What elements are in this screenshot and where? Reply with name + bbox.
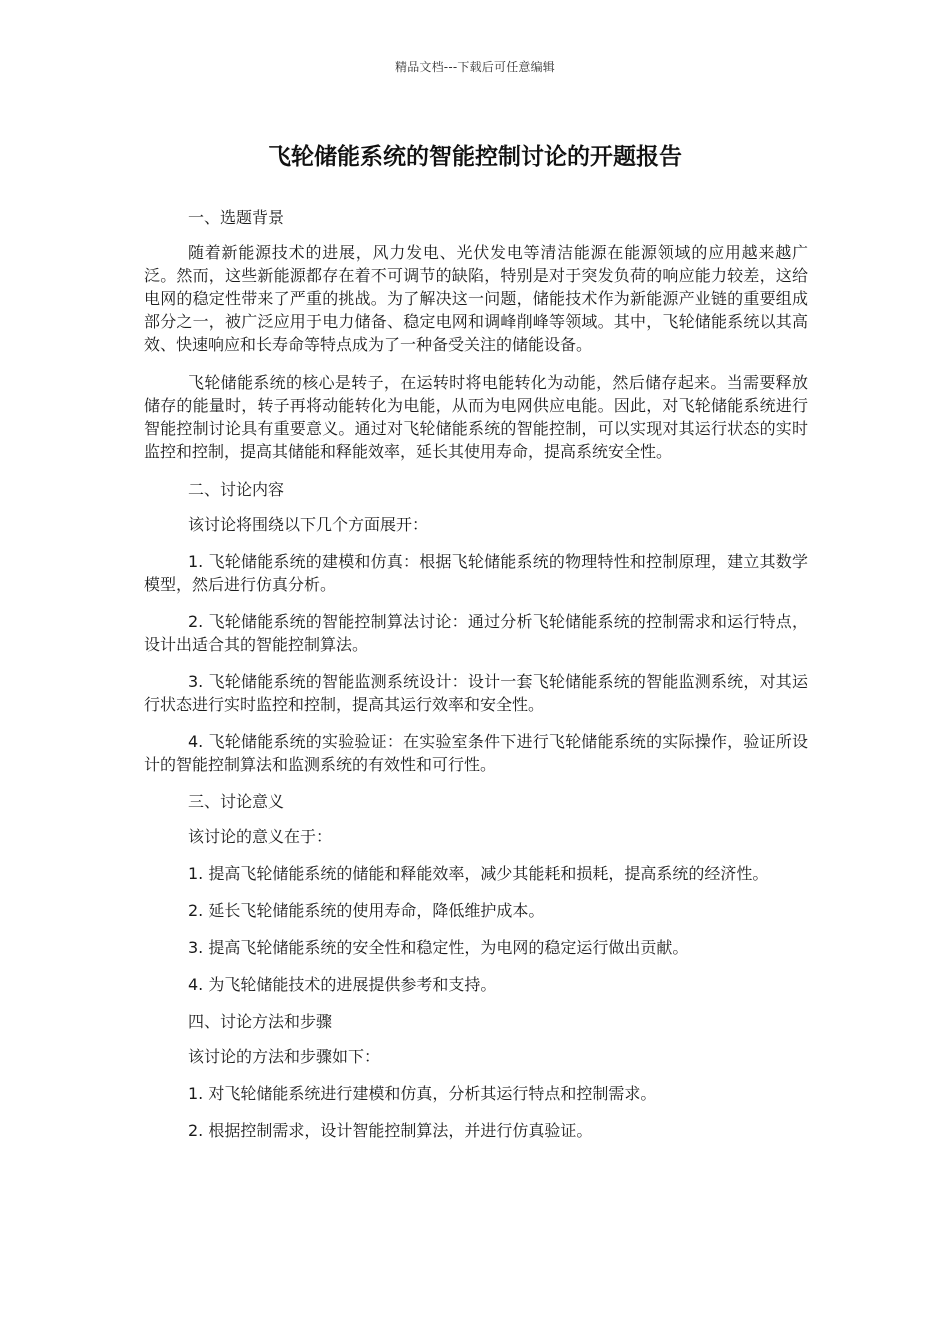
list-item: 2. 飞轮储能系统的智能控制算法讨论：通过分析飞轮储能系统的控制需求和运行特点，设计出适合其的智能控制算法。: [144, 612, 808, 654]
section-intro: 该讨论将围绕以下几个方面展开：: [188, 515, 429, 534]
section-heading-background: 一、选题背景: [188, 208, 285, 227]
list-item: 2. 根据控制需求，设计智能控制算法，并进行仿真验证。: [188, 1121, 593, 1140]
section-intro: 该讨论的方法和步骤如下：: [188, 1047, 381, 1066]
section-intro: 该讨论的意义在于：: [188, 827, 333, 846]
list-item: 1. 提高飞轮储能系统的储能和释能效率，减少其能耗和损耗，提高系统的经济性。: [188, 864, 769, 883]
list-item: 1. 对飞轮储能系统进行建模和仿真，分析其运行特点和控制需求。: [188, 1084, 657, 1103]
section-heading-content: 二、讨论内容: [188, 480, 285, 499]
header-note: 精品文档---下载后可任意编辑: [395, 60, 555, 74]
document-title: 飞轮储能系统的智能控制讨论的开题报告: [268, 144, 682, 170]
list-item: 3. 提高飞轮储能系统的安全性和稳定性，为电网的稳定运行做出贡献。: [188, 938, 689, 957]
list-item: 1. 飞轮储能系统的建模和仿真：根据飞轮储能系统的物理特性和控制原理，建立其数学模型，然后进行仿真分析。: [144, 552, 808, 594]
section-heading-methods: 四、讨论方法和步骤: [188, 1012, 333, 1031]
list-item: 2. 延长飞轮储能系统的使用寿命，降低维护成本。: [188, 901, 545, 920]
section-heading-significance: 三、讨论意义: [188, 792, 285, 811]
list-item: 4. 为飞轮储能技术的进展提供参考和支持。: [188, 975, 497, 994]
paragraph: 随着新能源技术的进展，风力发电、光伏发电等清洁能源在能源领域的应用越来越广泛。然而，这些新能源都存在着不可调节的缺陷，特别是对于突发负荷的响应能力较差，这给电网的稳定性带来了严重的挑战。为了解决这一问题，储能技术作为新能源产业链的重要组成部分之一，被广泛应用于电力储备、稳定电网和调峰削峰等领域。其中，飞轮储能系统以其高效、快速响应和长寿命等特点成为了一种备受关注的储能设备。: [144, 243, 808, 354]
document-body: [144, 206, 808, 1156]
list-item: 3. 飞轮储能系统的智能监测系统设计：设计一套飞轮储能系统的智能监测系统，对其运行状态进行实时监控和控制，提高其运行效率和安全性。: [144, 672, 808, 714]
paragraph: 飞轮储能系统的核心是转子，在运转时将电能转化为动能，然后储存起来。当需要释放储存的能量时，转子再将动能转化为电能，从而为电网供应电能。因此，对飞轮储能系统进行智能控制讨论具有重要意义。通过对飞轮储能系统的智能控制，可以实现对其运行状态的实时监控和控制，提高其储能和释能效率，延长其使用寿命，提高系统安全性。: [144, 373, 808, 461]
list-item: 4. 飞轮储能系统的实验验证：在实验室条件下进行飞轮储能系统的实际操作，验证所设计的智能控制算法和监测系统的有效性和可行性。: [144, 732, 808, 774]
